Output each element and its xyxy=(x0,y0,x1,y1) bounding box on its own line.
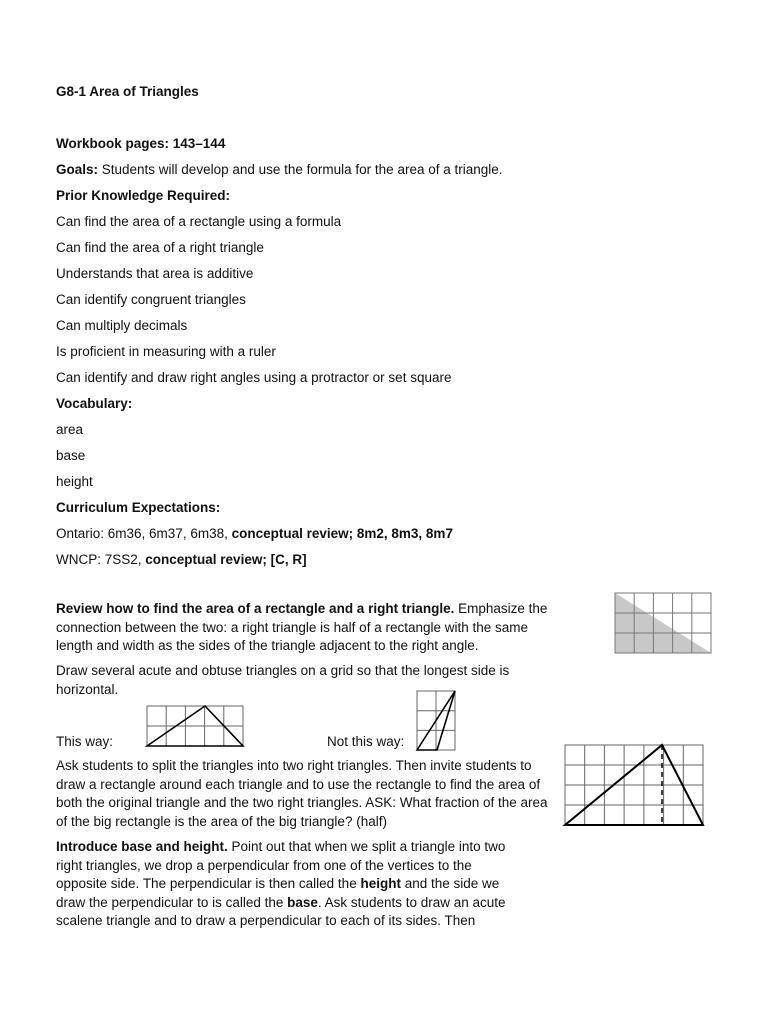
draw-paragraph: Draw several acute and obtuse triangles on a grid so that the longest side is horizontal. xyxy=(56,663,510,697)
vocabulary-item: area xyxy=(56,422,84,437)
goals-label: Goals: xyxy=(56,162,99,177)
not-this-way-triangle-figure xyxy=(417,691,456,751)
curriculum-ontario xyxy=(56,525,453,543)
review-paragraph xyxy=(56,600,568,656)
wncp-prefix: WNCP: 7SS2, xyxy=(56,552,146,567)
wncp-bold: conceptual review; [C, R] xyxy=(145,552,307,567)
curriculum-label: Curriculum Expectations: xyxy=(56,500,221,515)
introduce-bold: Introduce base and height. xyxy=(56,839,228,854)
review-text: Emphasize the connection between the two: a right triangle is half of a rectangle with the same length and width as the sides of the triangle adjacent to the right angle. xyxy=(56,601,548,653)
goals-line xyxy=(56,161,503,179)
introduce-text-1: Point out that when we split a triangle into two right triangles, we drop a perpendicular from one of the vertices to the opposite side. The perpendicular is then called the xyxy=(56,839,506,891)
height-term: height xyxy=(360,876,401,891)
workbook-pages: Workbook pages: 143–144 xyxy=(56,136,226,151)
base-term: base xyxy=(287,894,318,910)
prior-knowledge-item: Can find the area of a right triangle xyxy=(56,240,264,255)
page-title: G8-1 Area of Triangles xyxy=(56,84,199,99)
prior-knowledge-item: Can find the area of a rectangle using a formula xyxy=(56,214,342,229)
introduce-text-3: . Ask students to draw an acute scalene triangle and to draw a perpendicular to each of its sides. Then xyxy=(56,894,506,928)
this-way-label: This way: xyxy=(56,734,114,749)
prior-knowledge-item: Can identify congruent triangles xyxy=(56,292,246,307)
prior-knowledge-item: Understands that area is additive xyxy=(56,266,254,281)
introduce-paragraph xyxy=(56,838,526,931)
not-this-way-label: Not this way: xyxy=(327,734,405,749)
vocabulary-label: Vocabulary: xyxy=(56,396,133,411)
prior-knowledge-item: Is proficient in measuring with a ruler xyxy=(56,344,276,359)
introduce-text-2: and the side we draw the perpendicular to is called the xyxy=(56,876,500,910)
prior-knowledge-item: Can identify and draw right angles using a protractor or set square xyxy=(56,370,452,385)
base-height-triangle-figure xyxy=(565,745,704,827)
ontario-prefix: Ontario: 6m36, 6m37, 6m38, xyxy=(56,526,232,541)
ontario-bold: conceptual review; 8m2, 8m3, 8m7 xyxy=(231,526,453,541)
goals-text: Students will develop and use the formula for the area of a triangle. xyxy=(98,162,503,177)
split-paragraph: Ask students to split the triangles into two right triangles. Then invite students to draw a rectangle around each triangle and to use the rectangle to find the area of both the original triangle and the two right triangles. ASK: What fraction of the area of the big rectangle is the area of the big triangle? (half) xyxy=(56,758,548,829)
rectangle-triangle-figure xyxy=(615,593,712,654)
prior-knowledge-item: Can multiply decimals xyxy=(56,318,188,333)
prior-knowledge-label: Prior Knowledge Required: xyxy=(56,188,231,203)
vocabulary-item: height xyxy=(56,474,93,489)
curriculum-wncp xyxy=(56,551,307,569)
this-way-triangle-figure xyxy=(147,706,244,747)
vocabulary-item: base xyxy=(56,448,86,463)
review-bold: Review how to find the area of a rectangle and a right triangle. xyxy=(56,601,455,616)
